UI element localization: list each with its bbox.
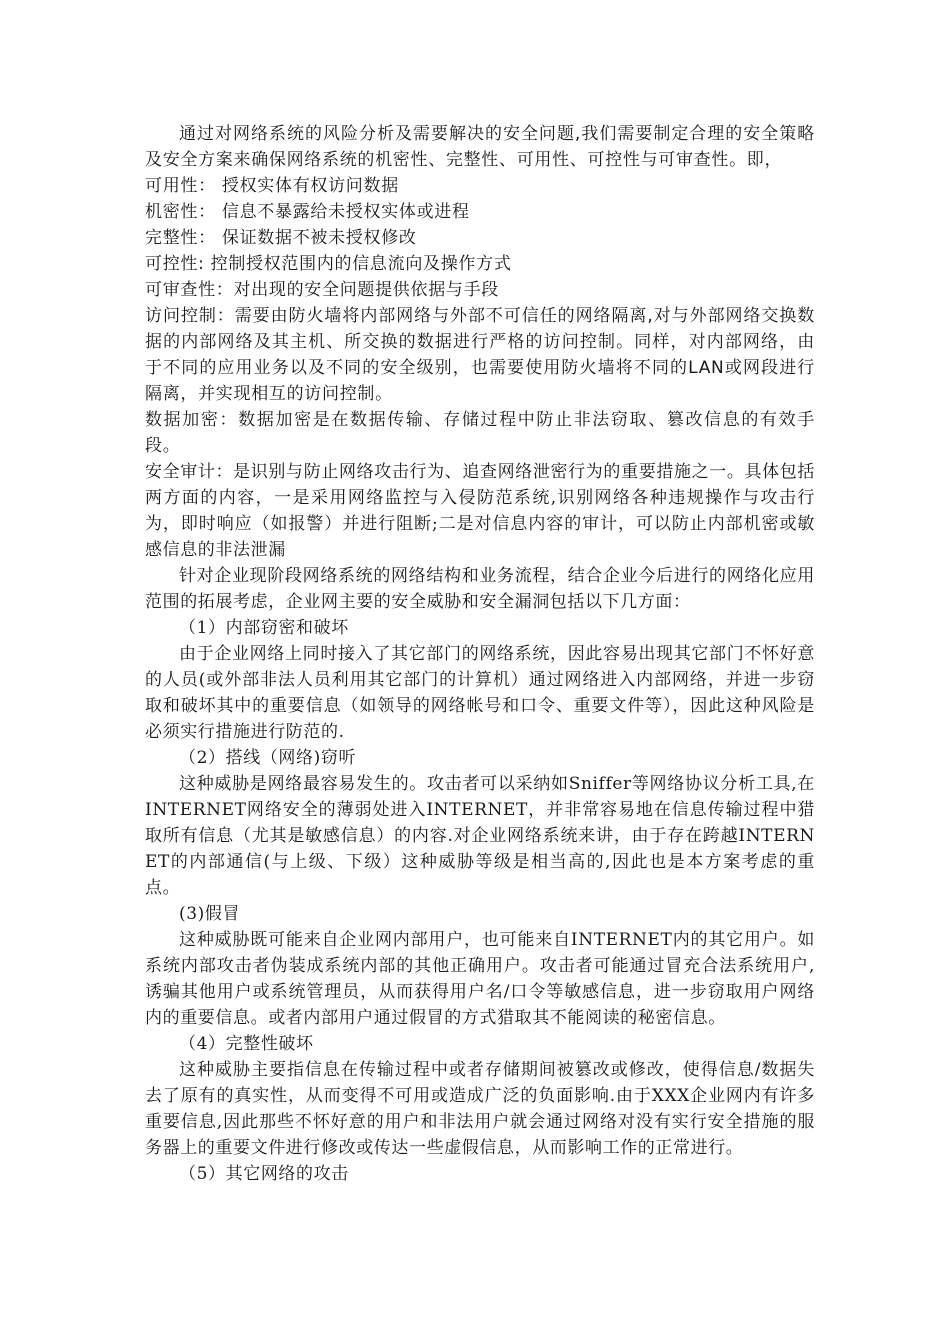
property-confidentiality: 机密性： 信息不暴露给未授权实体或进程 — [145, 202, 470, 222]
property-controllability: 可控性: 控制授权范围内的信息流向及操作方式 — [145, 254, 512, 274]
threat-heading-4: （4）完整性破坏 — [179, 1034, 314, 1054]
threat-intro-paragraph: 针对企业现阶段网络系统的网络结构和业务流程，结合企业今后进行的网络化应用范围的拓展考虑，企业网主要的安全威胁和安全漏洞包括以下几方面： — [145, 566, 815, 612]
threat-heading-5: （5）其它网络的攻击 — [179, 1164, 349, 1184]
security-audit-paragraph: 安全审计：是识别与防止网络攻击行为、追查网络泄密行为的重要措施之一。具体包括两方面的内容，一是采用网络监控与入侵防范系统,识别网络各种违规操作与攻击行为，即时响应（如报警）并进行阻断;二是对信息内容的审计，可以防止内部机密或敏感信息的非法泄漏 — [145, 462, 815, 560]
document-body — [145, 121, 815, 1187]
property-availability: 可用性： 授权实体有权访问数据 — [145, 176, 399, 196]
threat-body-3: 这种威胁既可能来自企业网内部用户，也可能来自INTERNET内的其它用户。如系统内部攻击者伪装成系统内部的其他正确用户。攻击者可能通过冒充合法系统用户,诱骗其他用户或系统管理员，从而获得用户名/口令等敏感信息，进一步窃取用户网络内的重要信息。或者内部用户通过假冒的方式猎取其不能阅读的秘密信息。 — [145, 930, 815, 1028]
threat-body-4: 这种威胁主要指信息在传输过程中或者存储期间被篡改或修改，使得信息/数据失去了原有的真实性，从而变得不可用或造成广泛的负面影响.由于XXX企业网内有许多重要信息,因此那些不怀好意的用户和非法用户就会通过网络对没有实行安全措施的服务器上的重要文件进行修改或传达一些虚假信息，从而影响工作的正常进行。 — [145, 1060, 815, 1158]
threat-body-2: 这种威胁是网络最容易发生的。攻击者可以采纳如Sniffer等网络协议分析工具,在INTERNET网络安全的薄弱处进入INTERNET，并非常容易地在信息传输过程中猎取所有信息（尤其是敏感信息）的内容.对企业网络系统来讲，由于存在跨越INTERNET的内部通信(与上级、下级）这种威胁等级是相当高的,因此也是本方案考虑的重点。 — [145, 774, 815, 898]
threat-heading-2: （2）搭线（网络)窃听 — [179, 748, 357, 768]
threat-heading-3: (3)假冒 — [179, 904, 241, 924]
intro-paragraph: 通过对网络系统的风险分析及需要解决的安全问题,我们需要制定合理的安全策略及安全方案来确保网络系统的机密性、完整性、可用性、可控性与可审查性。即， — [145, 124, 815, 170]
property-auditability: 可审查性：对出现的安全问题提供依据与手段 — [145, 280, 499, 300]
data-encryption-paragraph: 数据加密：数据加密是在数据传输、存储过程中防止非法窃取、篡改信息的有效手段。 — [145, 410, 815, 456]
threat-heading-1: （1）内部窃密和破坏 — [179, 618, 349, 638]
access-control-paragraph: 访问控制：需要由防火墙将内部网络与外部不可信任的网络隔离,对与外部网络交换数据的内部网络及其主机、所交换的数据进行严格的访问控制。同样，对内部网络，由于不同的应用业务以及不同的安全级别，也需要使用防火墙将不同的LAN或网段进行隔离，并实现相互的访问控制。 — [145, 306, 815, 404]
property-integrity: 完整性： 保证数据不被未授权修改 — [145, 228, 417, 248]
threat-body-1: 由于企业网络上同时接入了其它部门的网络系统，因此容易出现其它部门不怀好意的人员(或外部非法人员利用其它部门的计算机）通过网络进入内部网络，并进一步窃取和破坏其中的重要信息（如领导的网络帐号和口令、重要文件等），因此这种风险是必须实行措施进行防范的. — [145, 644, 815, 742]
